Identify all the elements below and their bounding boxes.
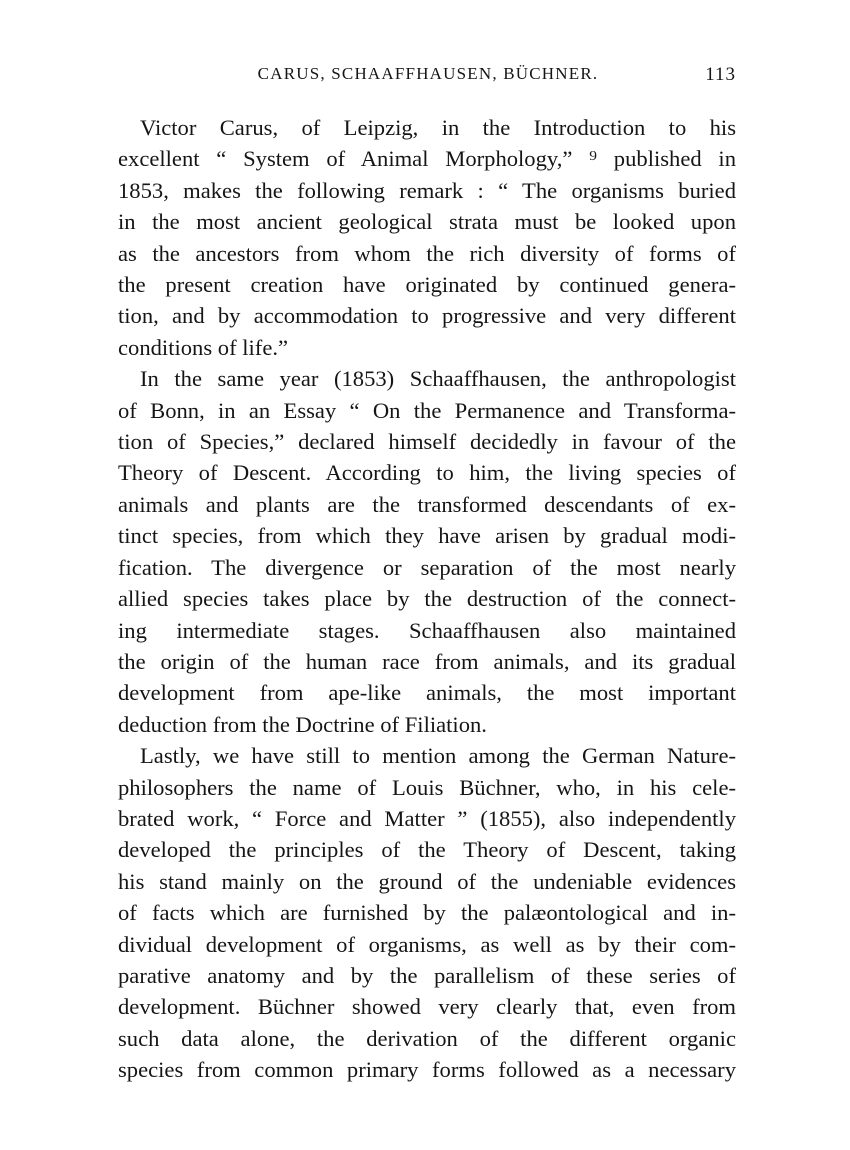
text-line: conditions of life.” (118, 334, 289, 360)
text-line: parative anatomy and by the parallelism of these series of (118, 962, 736, 988)
text-line: deduction from the Doctrine of Filiation. (118, 711, 487, 737)
text-line: Theory of Descent. According to him, the living species of (118, 460, 736, 486)
text-line: brated work, “ Force and Matter ” (1855), also independently (118, 805, 736, 831)
text-line: 1853, makes the following remark : “ The organisms buried (118, 177, 736, 203)
text-line: developed the principles of the Theory of Descent, taking (118, 837, 736, 863)
paragraph-buchner (118, 740, 736, 1085)
text-line: the present creation have originated by continued genera- (118, 272, 736, 298)
running-head (118, 64, 738, 94)
text-line: fication. The divergence or separation of the most nearly (118, 554, 736, 580)
paragraph-carus (118, 112, 736, 363)
text-line: tion of Species,” declared himself decidedly in favour of the (118, 429, 736, 455)
text-line: Lastly, we have still to mention among the German Nature- (140, 743, 736, 769)
text-line: tion, and by accommodation to progressive and very different (118, 303, 736, 329)
page-number: 113 (705, 64, 736, 85)
text-line: development. Büchner showed very clearly that, even from (118, 994, 736, 1020)
text-line: philosophers the name of Louis Büchner, who, in his cele- (118, 774, 736, 800)
text-line: In the same year (1853) Schaaffhausen, the anthropologist (140, 366, 736, 392)
body-text (118, 112, 736, 1086)
text-line: in the most ancient geological strata must be looked upon (118, 209, 736, 235)
text-line: allied species takes place by the destruction of the connect- (118, 586, 736, 612)
running-title: CARUS, SCHAAFFHAUSEN, BÜCHNER. (257, 64, 599, 83)
text-line: his stand mainly on the ground of the undeniable evidences (118, 868, 736, 894)
text-line: the origin of the human race from animals, and its gradual (118, 648, 736, 674)
text-line: species from common primary forms followed as a necessary (118, 1057, 736, 1083)
text-line: animals and plants are the transformed descendants of ex- (118, 491, 736, 517)
text-line: excellent “ System of Animal Morphology,” ⁹ published in (118, 146, 736, 172)
text-line: Victor Carus, of Leipzig, in the Introduction to his (140, 115, 736, 140)
paragraph-schaaffhausen (118, 363, 736, 740)
text-line: ing intermediate stages. Schaaffhausen also maintained (118, 617, 736, 643)
text-line: such data alone, the derivation of the different organic (118, 1025, 736, 1051)
text-line: development from ape-like animals, the most important (118, 680, 736, 706)
text-line: of Bonn, in an Essay “ On the Permanence and Transforma- (118, 397, 736, 423)
text-line: as the ancestors from whom the rich diversity of forms of (118, 240, 736, 266)
text-line: of facts which are furnished by the palæontological and in- (118, 900, 736, 926)
text-line: dividual development of organisms, as well as by their com- (118, 931, 736, 957)
text-line: tinct species, from which they have arisen by gradual modi- (118, 523, 736, 549)
